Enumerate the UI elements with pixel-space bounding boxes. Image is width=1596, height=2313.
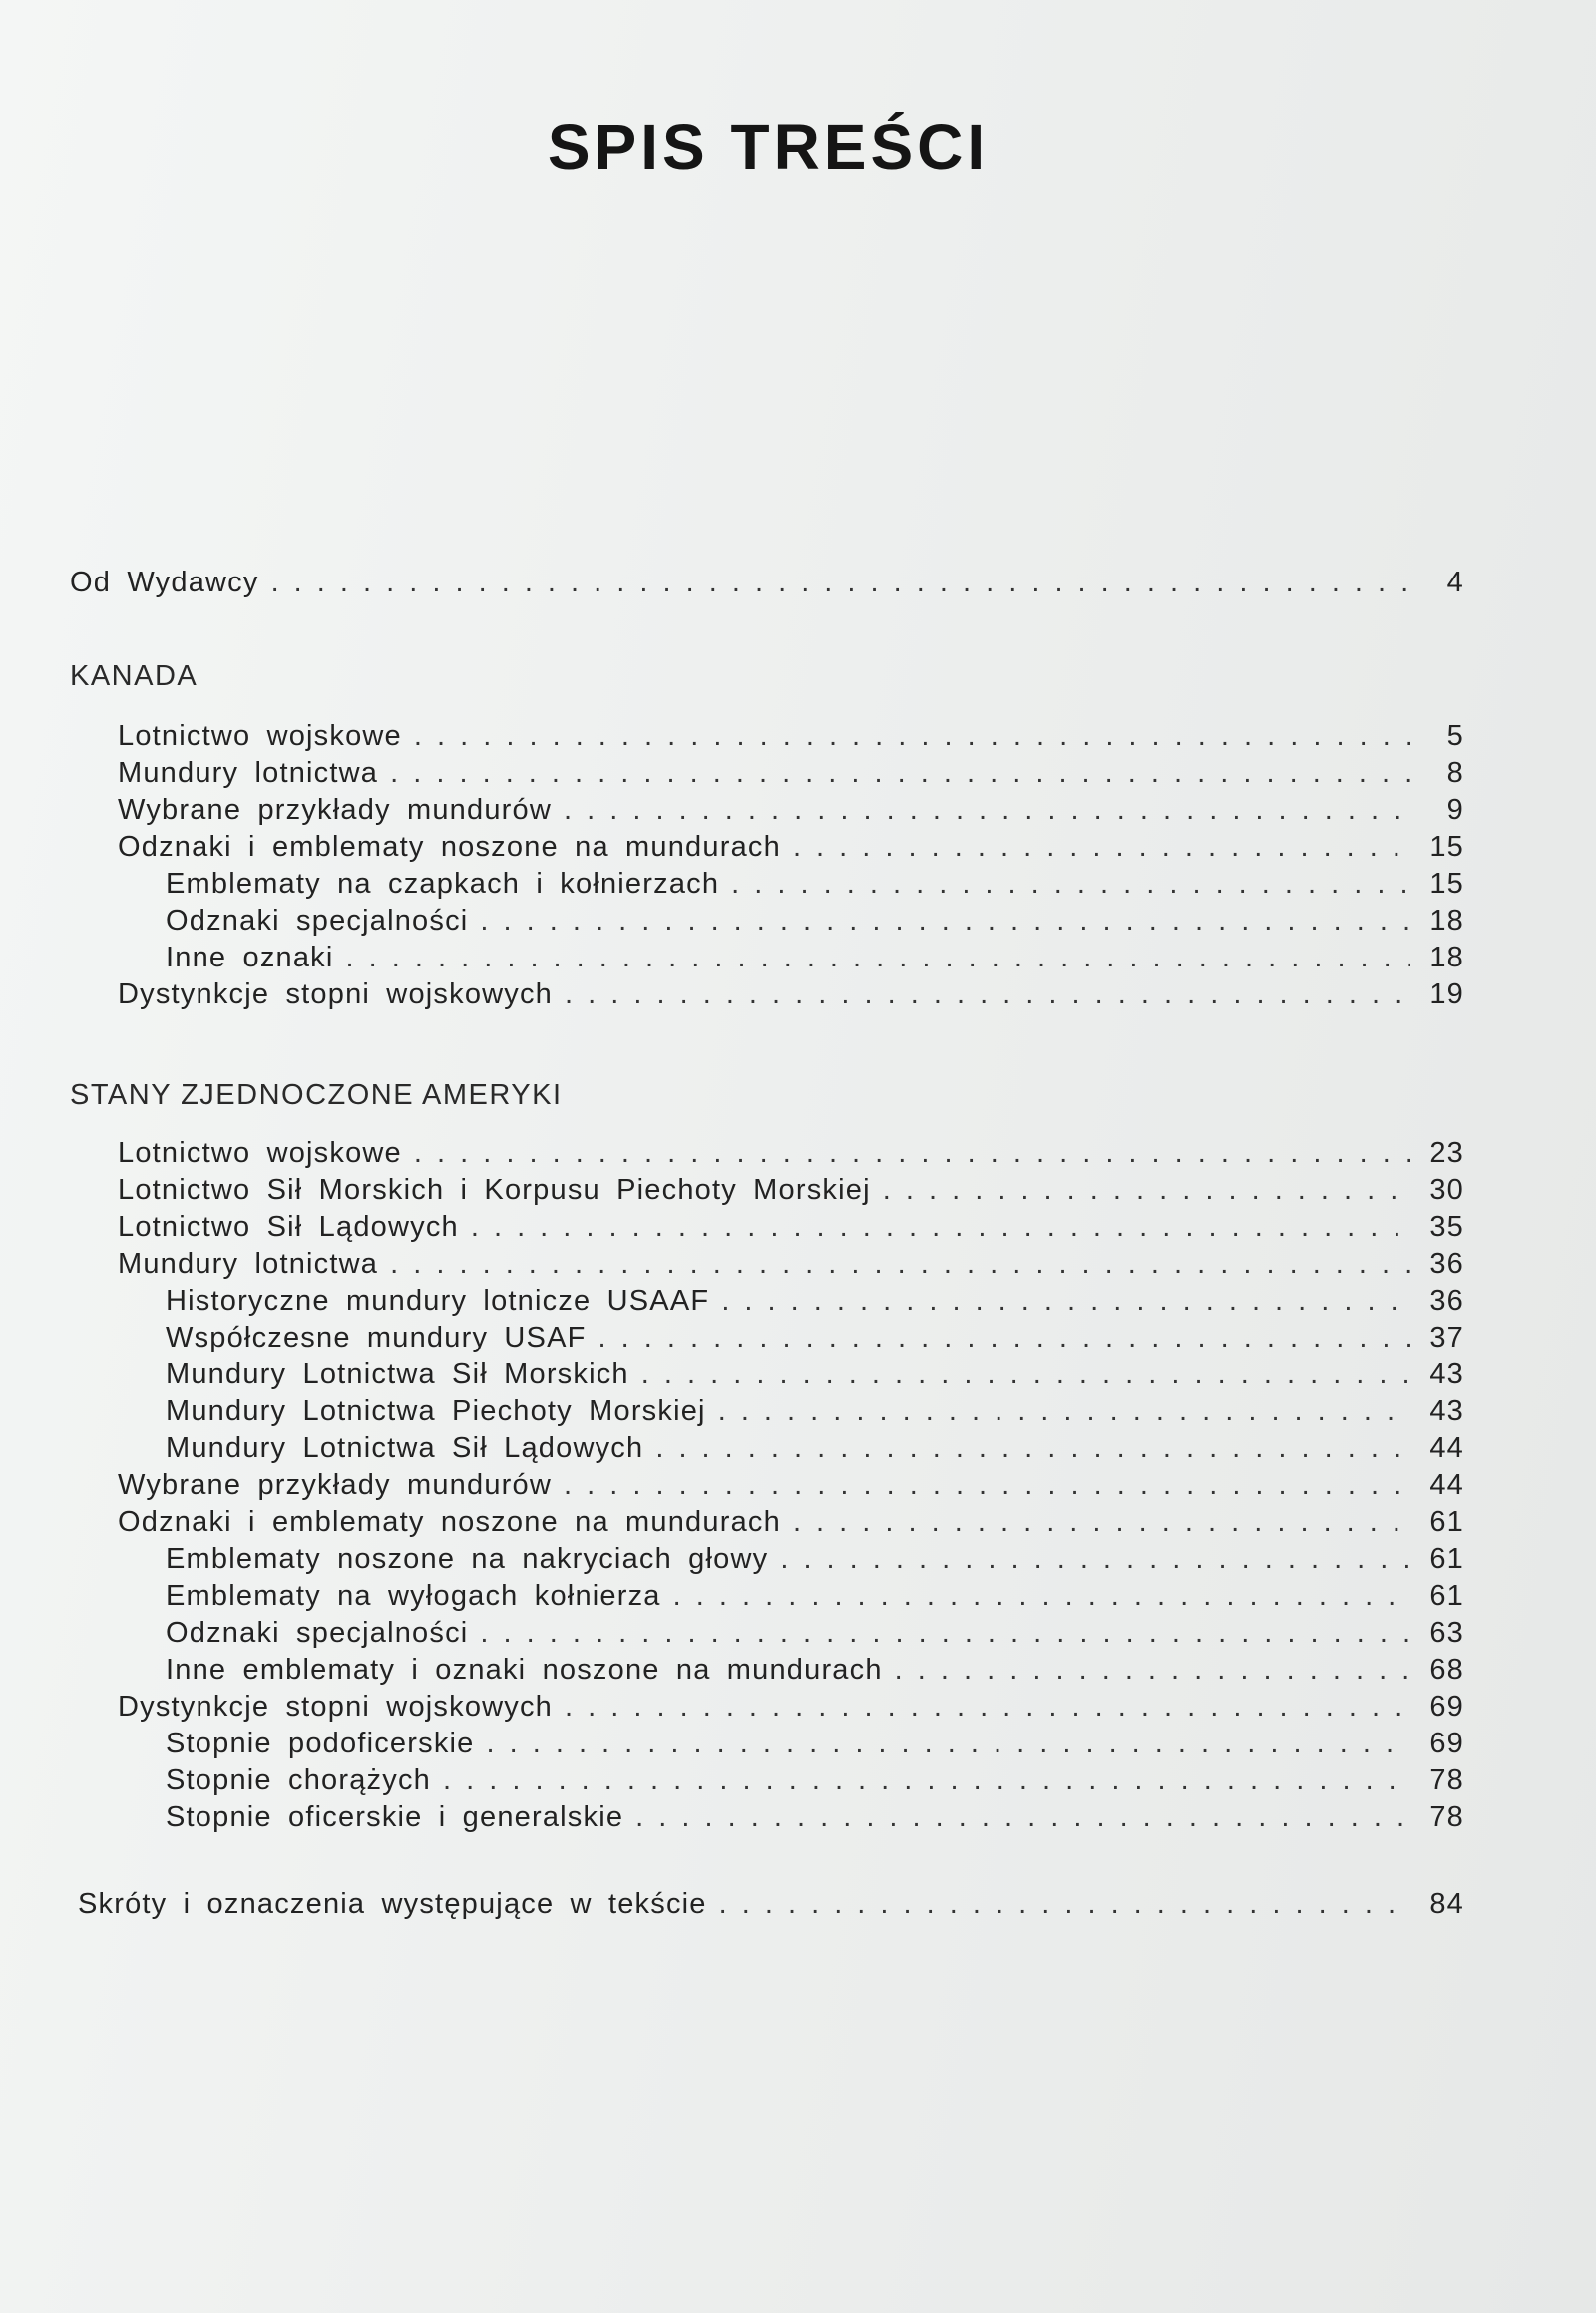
toc-entry-outro: [78, 1888, 1464, 1926]
toc-entry-intro: [70, 567, 1464, 604]
toc-entry-label: Od Wydawcy: [70, 567, 259, 598]
toc-page-number: 9: [1446, 794, 1464, 826]
toc-entry: [118, 978, 1464, 1016]
toc-entry-label: Wybrane przykłady mundurów: [118, 1469, 552, 1501]
toc-entry-label: Skróty i oznaczenia występujące w tekście: [78, 1888, 707, 1920]
toc-entry: [118, 1211, 1464, 1249]
toc-subentry: [166, 1322, 1464, 1359]
toc-entry-label: Odznaki specjalności: [166, 1617, 469, 1649]
toc-entry: [118, 1691, 1464, 1729]
toc-page-number: 44: [1429, 1432, 1464, 1464]
toc-subentry: [166, 1543, 1464, 1581]
toc-page-number: 30: [1429, 1174, 1464, 1206]
dot-leader: [641, 1358, 1410, 1391]
toc-page-number: 23: [1429, 1137, 1464, 1169]
toc-page-number: 4: [1446, 567, 1464, 598]
dot-leader: [673, 1580, 1410, 1613]
toc-page-number: 36: [1429, 1248, 1464, 1280]
dot-leader: [655, 1432, 1410, 1465]
toc-subentry: [166, 1764, 1464, 1802]
page-title: SPIS TREŚCI: [547, 111, 990, 183]
toc-page-number: 36: [1429, 1285, 1464, 1317]
dot-leader: [414, 720, 1410, 753]
toc-subentry: [166, 1432, 1464, 1470]
toc-page-number: 68: [1429, 1654, 1464, 1686]
dot-leader: [564, 1469, 1410, 1502]
toc-page-number: 5: [1446, 720, 1464, 752]
section-heading-kanada: KANADA: [70, 660, 199, 692]
toc-entry-label: Dystynkcje stopni wojskowych: [118, 978, 554, 1010]
dot-leader: [271, 567, 1410, 599]
toc-entry-label: Dystynkcje stopni wojskowych: [118, 1691, 554, 1723]
toc-page-number: 63: [1429, 1617, 1464, 1649]
toc-page-number: 18: [1429, 905, 1464, 937]
toc-entry-label: Emblematy noszone na nakryciach głowy: [166, 1543, 769, 1575]
toc-page-number: 15: [1429, 831, 1464, 863]
dot-leader: [780, 1543, 1410, 1576]
toc-entry: [118, 1506, 1464, 1544]
toc-page-number: 69: [1429, 1691, 1464, 1723]
dot-leader: [883, 1174, 1410, 1207]
toc-entry-label: Emblematy na czapkach i kołnierzach: [166, 868, 720, 900]
toc-page-number: 19: [1429, 978, 1464, 1010]
toc-entry-label: Lotnictwo wojskowe: [118, 720, 402, 752]
dot-leader: [895, 1654, 1410, 1687]
toc-entry-label: Współczesne mundury USAF: [166, 1322, 587, 1353]
toc-page-number: 61: [1429, 1580, 1464, 1612]
toc-entry-label: Stopnie oficerskie i generalskie: [166, 1801, 624, 1833]
dot-leader: [390, 1248, 1410, 1281]
dot-leader: [414, 1137, 1410, 1170]
toc-page-number: 61: [1429, 1543, 1464, 1575]
toc-subentry: [166, 1395, 1464, 1433]
toc-subentry: [166, 868, 1464, 906]
toc-page-number: 78: [1429, 1801, 1464, 1833]
dot-leader: [565, 978, 1410, 1011]
section-heading-usa: STANY ZJEDNOCZONE AMERYKI: [70, 1079, 563, 1111]
toc-entry-label: Inne oznaki: [166, 942, 334, 973]
dot-leader: [718, 1395, 1410, 1428]
toc-entry-label: Stopnie podoficerskie: [166, 1728, 475, 1759]
toc-entry-label: Mundury lotnictwa: [118, 1248, 379, 1280]
dot-leader: [719, 1888, 1410, 1921]
dot-leader: [564, 794, 1410, 827]
toc-entry: [118, 1248, 1464, 1286]
toc-entry-label: Lotnictwo Sił Lądowych: [118, 1211, 459, 1243]
dot-leader: [731, 868, 1410, 901]
dot-leader: [793, 831, 1410, 864]
dot-leader: [480, 1617, 1410, 1650]
toc-entry-label: Mundury lotnictwa: [118, 757, 379, 789]
toc-entry: [118, 794, 1464, 832]
toc-subentry: [166, 942, 1464, 979]
toc-page-number: 44: [1429, 1469, 1464, 1501]
toc-page-number: 61: [1429, 1506, 1464, 1538]
toc-entry: [118, 1137, 1464, 1175]
toc-entry: [118, 720, 1464, 758]
toc-entry-label: Mundury Lotnictwa Piechoty Morskiej: [166, 1395, 706, 1427]
dot-leader: [480, 905, 1410, 938]
toc-subentry: [166, 905, 1464, 943]
toc-entry: [118, 1469, 1464, 1507]
toc-page-number: 43: [1429, 1395, 1464, 1427]
toc-page-number: 8: [1446, 757, 1464, 789]
toc-entry-label: Stopnie chorążych: [166, 1764, 431, 1796]
dot-leader: [565, 1691, 1410, 1724]
toc-entry-label: Odznaki i emblematy noszone na mundurach: [118, 831, 781, 863]
toc-page-number: 18: [1429, 942, 1464, 973]
toc-entry: [118, 1174, 1464, 1212]
dot-leader: [471, 1211, 1410, 1244]
toc-entry-label: Mundury Lotnictwa Sił Lądowych: [166, 1432, 644, 1464]
toc-entry-label: Historyczne mundury lotnicze USAAF: [166, 1285, 710, 1317]
dot-leader: [793, 1506, 1410, 1539]
dot-leader: [346, 942, 1410, 974]
toc-entry: [118, 831, 1464, 869]
toc-entry-label: Inne emblematy i oznaki noszone na mundurach: [166, 1654, 883, 1686]
toc-entry-label: Emblematy na wyłogach kołnierza: [166, 1580, 661, 1612]
dot-leader: [390, 757, 1410, 790]
toc-subentry: [166, 1580, 1464, 1618]
toc-subentry: [166, 1728, 1464, 1765]
dot-leader: [635, 1801, 1410, 1834]
toc-entry-label: Wybrane przykłady mundurów: [118, 794, 552, 826]
toc-page-number: 69: [1429, 1728, 1464, 1759]
dot-leader: [443, 1764, 1410, 1797]
dot-leader: [598, 1322, 1410, 1354]
toc-entry: [118, 757, 1464, 795]
toc-entry-label: Lotnictwo wojskowe: [118, 1137, 402, 1169]
toc-page-number: 78: [1429, 1764, 1464, 1796]
dot-leader: [721, 1285, 1410, 1318]
toc-entry-label: Odznaki i emblematy noszone na mundurach: [118, 1506, 781, 1538]
toc-subentry: [166, 1617, 1464, 1655]
toc-page-number: 37: [1429, 1322, 1464, 1353]
dot-leader: [486, 1728, 1410, 1760]
toc-entry-label: Lotnictwo Sił Morskich i Korpusu Piechoty Morskiej: [118, 1174, 871, 1206]
toc-subentry: [166, 1654, 1464, 1692]
toc-subentry: [166, 1801, 1464, 1839]
toc-subentry: [166, 1358, 1464, 1396]
toc-page-number: 35: [1429, 1211, 1464, 1243]
toc-entry-label: Odznaki specjalności: [166, 905, 469, 937]
toc-page-number: 84: [1429, 1888, 1464, 1920]
toc-entry-label: Mundury Lotnictwa Sił Morskich: [166, 1358, 629, 1390]
toc-subentry: [166, 1285, 1464, 1323]
toc-page-number: 15: [1429, 868, 1464, 900]
toc-page-number: 43: [1429, 1358, 1464, 1390]
